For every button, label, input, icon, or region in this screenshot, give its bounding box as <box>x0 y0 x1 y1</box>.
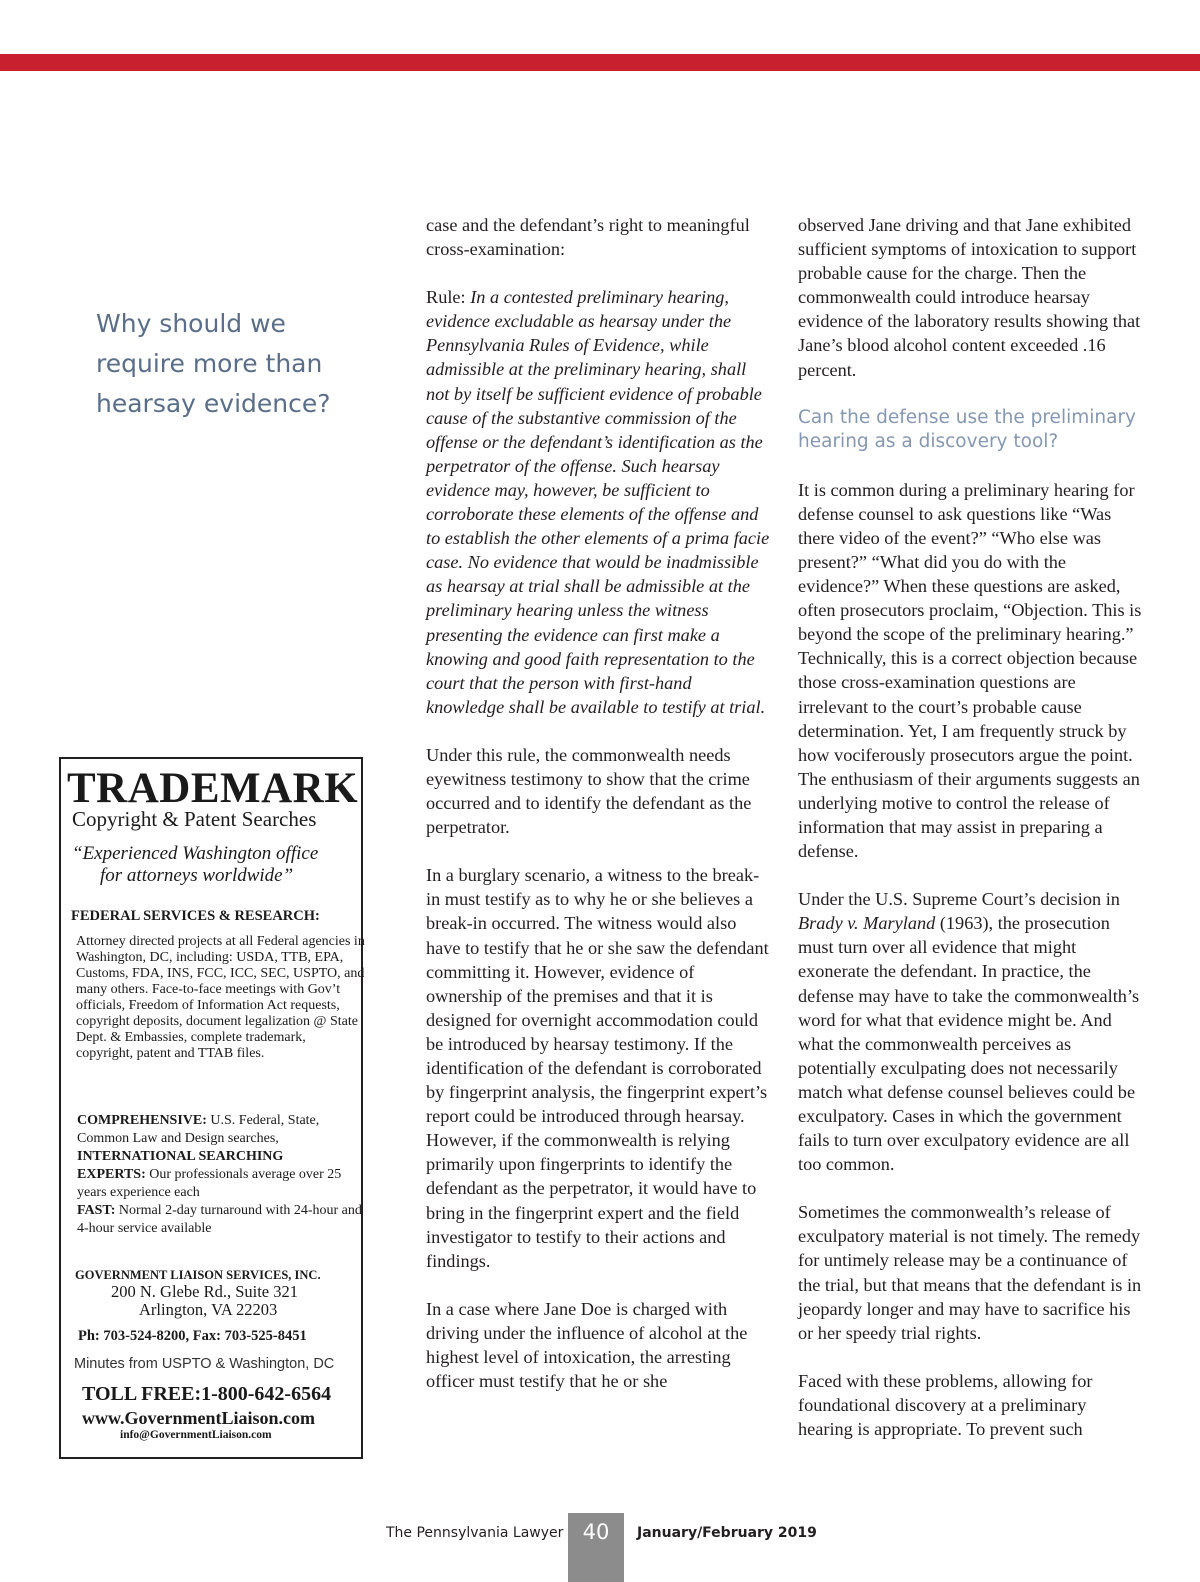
paragraph <box>798 887 1143 1176</box>
paragraph: Sometimes the commonwealth’s release of exculpatory material is not timely. The remedy for untimely release may be a continuance of the trial, but that means that the defendant is in jeopardy longer and may have to sacrifice his or her speedy trial rights. <box>798 1202 1142 1343</box>
text-run: Under the U.S. Supreme Court’s decision in <box>798 889 1120 910</box>
ad-tagline: “Experienced Washington office <box>72 843 319 864</box>
text-run: (1963), the prosecution must turn over all evidence that might exonerate the defendant. In practice, the defense may have to take the commonwealth’s word for what that evidence might be. And what the commonwealth perceives as potentially exculpating does not necessarily match what defense counsel believes could be exculpatory. Cases in which the government fails to turn over exculpatory evidence are all too common. <box>798 913 1140 1175</box>
rule-label: Rule: <box>426 287 471 308</box>
section-subhead: Can the defense use the preliminary hearing as a discovery tool? <box>798 406 1136 452</box>
ad-email: info@GovernmentLiaison.com <box>120 1429 272 1441</box>
ad-tagline: for attorneys worldwide” <box>100 865 294 886</box>
paragraph: In a case where Jane Doe is charged with driving under the influence of alcohol at the highest level of intoxication, the arresting officer must testify that he or she <box>426 1298 748 1392</box>
ad-text: U.S. Federal, State, Common Law and Design searches, <box>77 1113 320 1146</box>
pull-quote: Why should we require more than hearsay evidence? <box>96 309 331 418</box>
ad-location-note: Minutes from USPTO & Washington, DC <box>74 1356 335 1372</box>
ad-label: COMPREHENSIVE: <box>77 1113 207 1128</box>
paragraph: Faced with these problems, allowing for foundational discovery at a preliminary hearing is appropriate. To prevent such <box>798 1370 1093 1440</box>
case-name: Brady v. Maryland <box>798 913 936 934</box>
article-column-1 <box>426 213 771 1393</box>
footer-issue: January/February 2019 <box>637 1525 817 1541</box>
ad-body: Attorney directed projects at all Federal agencies in Washington, DC, including: USDA, TTB, EPA, Customs, FDA, INS, FCC, ICC, SEC, USPTO, and many others. Face-to-face meetings with Gov’t officials, Freedom of Information Act requests, copyright deposits, document legalization @ State Dept. & Embassies, complete trademark, copyright, patent and TTAB files. <box>76 934 365 1061</box>
ad-title: TRADEMARK <box>67 765 359 812</box>
page-number-box <box>568 1513 624 1582</box>
ad-label: EXPERTS: <box>77 1167 146 1182</box>
top-accent-bar <box>0 54 1200 71</box>
ad-text: Normal 2-day turnaround with 24-hour and 4-hour service available <box>77 1203 362 1236</box>
page-number: 40 <box>582 1520 610 1544</box>
paragraph: case and the defendant’s right to meaningful cross-examination: <box>426 215 750 260</box>
ad-website: www.GovernmentLiaison.com <box>82 1408 315 1428</box>
rule-quote <box>426 285 771 719</box>
ad-address: Arlington, VA 22203 <box>139 1300 278 1319</box>
ad-label: FAST: <box>77 1203 116 1218</box>
ad-subtitle: Copyright & Patent Searches <box>72 807 317 831</box>
paragraph: It is common during a preliminary hearing for defense counsel to ask questions like “Was there video of the event?” “Who else was present?” “What did you do with the evidence?” When these questions are asked, often prosecutors proclaim, “Objection. This is beyond the scope of the preliminary hearing.” Technically, this is a correct objection because those cross-examination questions are irrelevant to the court’s probable cause determination. Yet, I am frequently struck by how vociferously prosecutors argue the point. The enthusiasm of their arguments suggests an underlying motive to control the release of information that may assist in preparing a defense. <box>798 479 1142 862</box>
ad-phone: Ph: 703-524-8200, Fax: 703-525-8451 <box>78 1328 307 1344</box>
ad-company: GOVERNMENT LIAISON SERVICES, INC. <box>75 1268 321 1282</box>
trademark-advertisement <box>59 757 363 1459</box>
footer-publication: The Pennsylvania Lawyer <box>386 1525 564 1541</box>
ad-label: INTERNATIONAL SEARCHING <box>77 1149 284 1164</box>
paragraph: observed Jane driving and that Jane exhibited sufficient symptoms of intoxication to support probable cause for the charge. Then the commonwealth could introduce hearsay evidence of the laboratory results showing that Jane’s blood alcohol content exceeded .16 percent. <box>798 215 1141 380</box>
ad-text: Our professionals average over 25 years experience each <box>77 1167 342 1200</box>
rule-text: In a contested preliminary hearing, evidence excludable as hearsay under the Pennsylvania Rules of Evidence, while admissible at the preliminary hearing, shall not by itself be sufficient evidence of probable cause of the substantive commission of the offense or the defendant’s identification as the perpetrator of the offense. Such hearsay evidence may, however, be sufficient to corroborate these elements of the offense and to establish the other elements of a prima facie case. No evidence that would be inadmissible as hearsay at trial shall be admissible at the preliminary hearing unless the witness presenting the evidence can first make a knowing and good faith representation to the court that the person with first-hand knowledge shall be available to testify at trial. <box>426 287 770 717</box>
article-column-2 <box>798 213 1143 1441</box>
paragraph: Under this rule, the commonwealth needs eyewitness testimony to show that the crime occurred and to identify the defendant as the perpetrator. <box>426 744 752 838</box>
ad-heading: FEDERAL SERVICES & RESEARCH: <box>71 908 320 924</box>
ad-services <box>77 1112 362 1238</box>
paragraph: In a burglary scenario, a witness to the break-in must testify as to why he or she believes a break-in occurred. The witness would also have to testify that he or she saw the defendant committing it. However, evidence of ownership of the premises and that it is designed for overnight accommodation could be introduced by hearsay testimony. If the identification of the defendant is corroborated by fingerprint analysis, the fingerprint expert’s report could be introduced through hearsay. However, if the commonwealth is relying primarily upon fingerprints to identify the defendant as the perpetrator, it would have to bring in the fingerprint expert and the field investigator to testify to their actions and findings. <box>426 865 769 1271</box>
ad-toll-free: TOLL FREE:1-800-642-6564 <box>82 1383 332 1405</box>
ad-address: 200 N. Glebe Rd., Suite 321 <box>111 1282 298 1301</box>
